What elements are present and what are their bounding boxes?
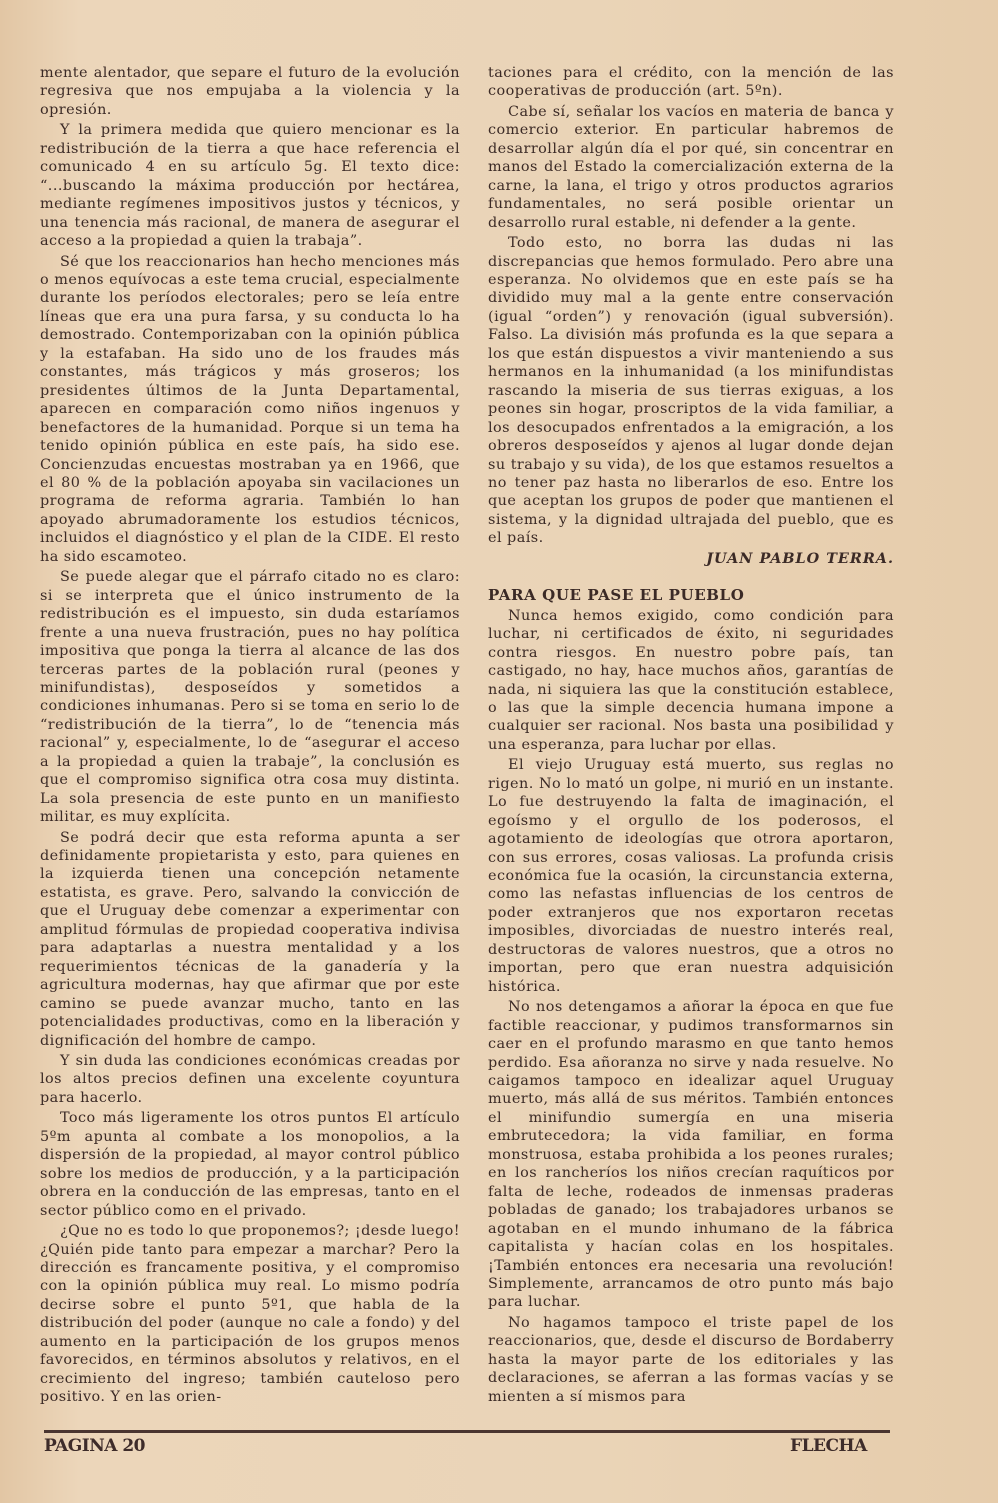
article-paragraph: Nunca hemos exigido, como condición para luchar, ni certificados de éxito, ni seguridades contra riesgos. En nuestro pobre país, tan castigado, no hay, hace muchos años, garantías de nada, ni siquiera las que la constitución establece, o las que la simple decencia humana impone a cualquier ser racional. Nos basta una posibilidad y una esperanza, para luchar por ellas. [488, 607, 894, 753]
article-paragraph: Se puede alegar que el párrafo citado no es claro: si se interpreta que el único instrumento de la redistribución es el impuesto, sin duda estaríamos frente a una nueva frustración, pues no hay política impositiva que ponga la tierra al alcance de las dos terceras partes de la población rural (peones y minifundistas), desposeídos y sometidos a condiciones inhumanas. Pero si se toma en serio lo de “redistribución de la tierra”, lo de “tenencia más racional” y, especialmente, lo de “asegurar el acceso a la propiedad a quien la trabaje”, la conclusión es que el compromiso significa otra cosa muy distinta. La sola presencia de este punto en un manifiesto militar, es muy explícita. [40, 569, 460, 826]
right-column [488, 64, 894, 1408]
left-column [40, 64, 460, 1409]
article-paragraph: El viejo Uruguay está muerto, sus reglas no rigen. No lo mató un golpe, ni murió en un instante. Lo fue destruyendo la falta de imaginación, el egoísmo y el orgullo de los poderosos, el agotamiento de ideologías que otrora aportaron, con sus errores, cosas valiosas. La profunda crisis económica fue la ocasión, la circunstancia externa, como las nefastas influencias de los centros de poder extranjeros que nos exportaron recetas imposibles, divorciadas de nuestro interés real, destructoras de valores nuestros, que a otros no importan, pero que eran nuestra adquisición histórica. [488, 757, 894, 995]
article-paragraph: Y sin duda las condiciones económicas creadas por los altos precios definen una excelente coyuntura para hacerlo. [40, 1053, 460, 1106]
article-paragraph: Toco más ligeramente los otros puntos El artículo 5ºm apunta al combate a los monopolios, a la dispersión de la propiedad, al mayor control público sobre los medios de producción, y a la participación obrera en la conducción de las empresas, tanto en el sector público como en el privado. [40, 1110, 460, 1219]
article-paragraph: No nos detengamos a añorar la época en que fue factible reaccionar, y pudimos transformarnos sin caer en el profundo marasmo en que tanto hemos perdido. Esa añoranza no sirve y nada resuelve. No caigamos tampoco en idealizar aquel Uruguay muerto, más allá de sus méritos. También entonces el minifundio sumergía en una miseria embrutecedora; la vida familiar, en forma monstruosa, estaba prohibida a los peones rurales; en los rancheríos los niños crecían raquíticos por falta de leche, rodeados de inmensas praderas pobladas de ganado; los trabajadores urbanos se agotaban en el mundo inhumano de la fábrica capitalista y hacían colas en los hospitales. ¡También entonces era necesaria una revolución! Simplemente, arrancamos de otro punto más bajo para luchar. [488, 999, 894, 1311]
article-paragraph: taciones para el crédito, con la mención de las cooperativas de producción (art. 5ºn). [488, 65, 894, 100]
publication-name: FLECHA [790, 1436, 867, 1456]
author-signature: JUAN PABLO TERRA. [706, 549, 894, 567]
article-paragraph: Cabe sí, señalar los vacíos en materia de banca y comercio exterior. En particular habremos de desarrollar algún día el por qué, sin concentrar en manos del Estado la comercialización externa de la carne, la lana, el trigo y otros productos agrarios fundamentales, no será posible orientar un desarrollo rural estable, ni defender a la gente. [488, 103, 894, 231]
article-paragraph: No hagamos tampoco el triste papel de los reaccionarios, que, desde el discurso de Bordaberry hasta la mayor parte de los editoriales y las declaraciones, se aferran a las formas vacías y se mienten a sí mismos para [488, 1314, 894, 1405]
page-number: PAGINA 20 [44, 1436, 146, 1456]
section-heading: PARA QUE PASE EL PUEBLO [488, 586, 745, 605]
article-paragraph: ¿Que no es todo lo que proponemos?; ¡desde luego! ¿Quién pide tanto para empezar a marchar? Pero la dirección es francamente positiva, y el compromiso con la opinión pública muy real. Lo mismo podría decirse sobre el punto 5º1, que habla de la distribución del poder (aunque no cale a fondo) y del aumento en la participación de los grupos menos favorecidos, en términos absolutos y relativos, en el crecimiento del ingreso; también cauteloso pero positivo. Y en las orien- [40, 1223, 460, 1406]
article-paragraph: Sé que los reaccionarios han hecho menciones más o menos equívocas a este tema crucial, especialmente durante los períodos electorales; pero se leía entre líneas que era una pura farsa, y su conducta lo ha demostrado. Contemporizaban con la opinión pública y la estafaban. Ha sido uno de los fraudes más constantes, más trágicos y más groseros; los presidentes últimos de la Junta Departamental, aparecen en comparación como niños ingenuos y benefactores de la humanidad. Porque si un tema ha tenido opinión pública en este país, ha sido ese. Concienzudas encuestas mostraban ya en 1966, que el 80 % de la población apoyaba sin vacilaciones un programa de reforma agraria. También lo han apoyado abrumadoramente los estudios técnicos, incluidos el diagnóstico y el plan de la CIDE. El resto ha sido escamoteo. [40, 253, 460, 565]
article-paragraph: mente alentador, que separe el futuro de la evolución regresiva que nos empujaba a la violencia y la opresión. [40, 65, 460, 118]
article-paragraph: Y la primera medida que quiero mencionar es la redistribución de la tierra a que hace referencia el comunicado 4 en su artículo 5g. El texto dice: “...buscando la máxima producción por hectárea, mediante regímenes impositivos justos y técnicos, y una tenencia más racional, de manera de asegurar el acceso a la propiedad a quien la trabaja”. [40, 122, 460, 250]
footer-rule [44, 1430, 890, 1433]
article-paragraph: Se podrá decir que esta reforma apunta a ser definidamente propietarista y esto, para quienes en la izquierda tienen una concepción netamente estatista, es grave. Pero, salvando la convicción de que el Uruguay debe comenzar a experimentar con amplitud fórmulas de propiedad cooperativa indivisa para adaptarlas a nuestra mentalidad y a los requerimientos técnicas de la ganadería y la agricultura modernas, hay que afirmar que por este camino se puede avanzar mucho, tanto en las potencialidades productivas, como en la liberación y dignificación del hombre de campo. [40, 829, 460, 1049]
article-paragraph: Todo esto, no borra las dudas ni las discrepancias que hemos formulado. Pero abre una esperanza. No olvidemos que en este país se ha dividido muy mal a la gente entre conservación (igual “orden”) y renovación (igual subversión). Falso. La división más profunda es la que separa a los que están dispuestos a vivir manteniendo a sus hermanos en la inhumanidad (a los minifundistas rascando la miseria de sus tierras exiguas, a los peones sin hogar, proscriptos de la vida familiar, a los desocupados enfrentados a la emigración, a los obreros desposeídos y ajenos al lugar donde dejan su trabajo y su vida), de los que estamos resueltos a no tener paz hasta no liberarlos de eso. Entre los que aceptan los grupos de poder que mantienen el sistema, y la dignidad ultrajada del pueblo, que es el país. [488, 235, 894, 547]
